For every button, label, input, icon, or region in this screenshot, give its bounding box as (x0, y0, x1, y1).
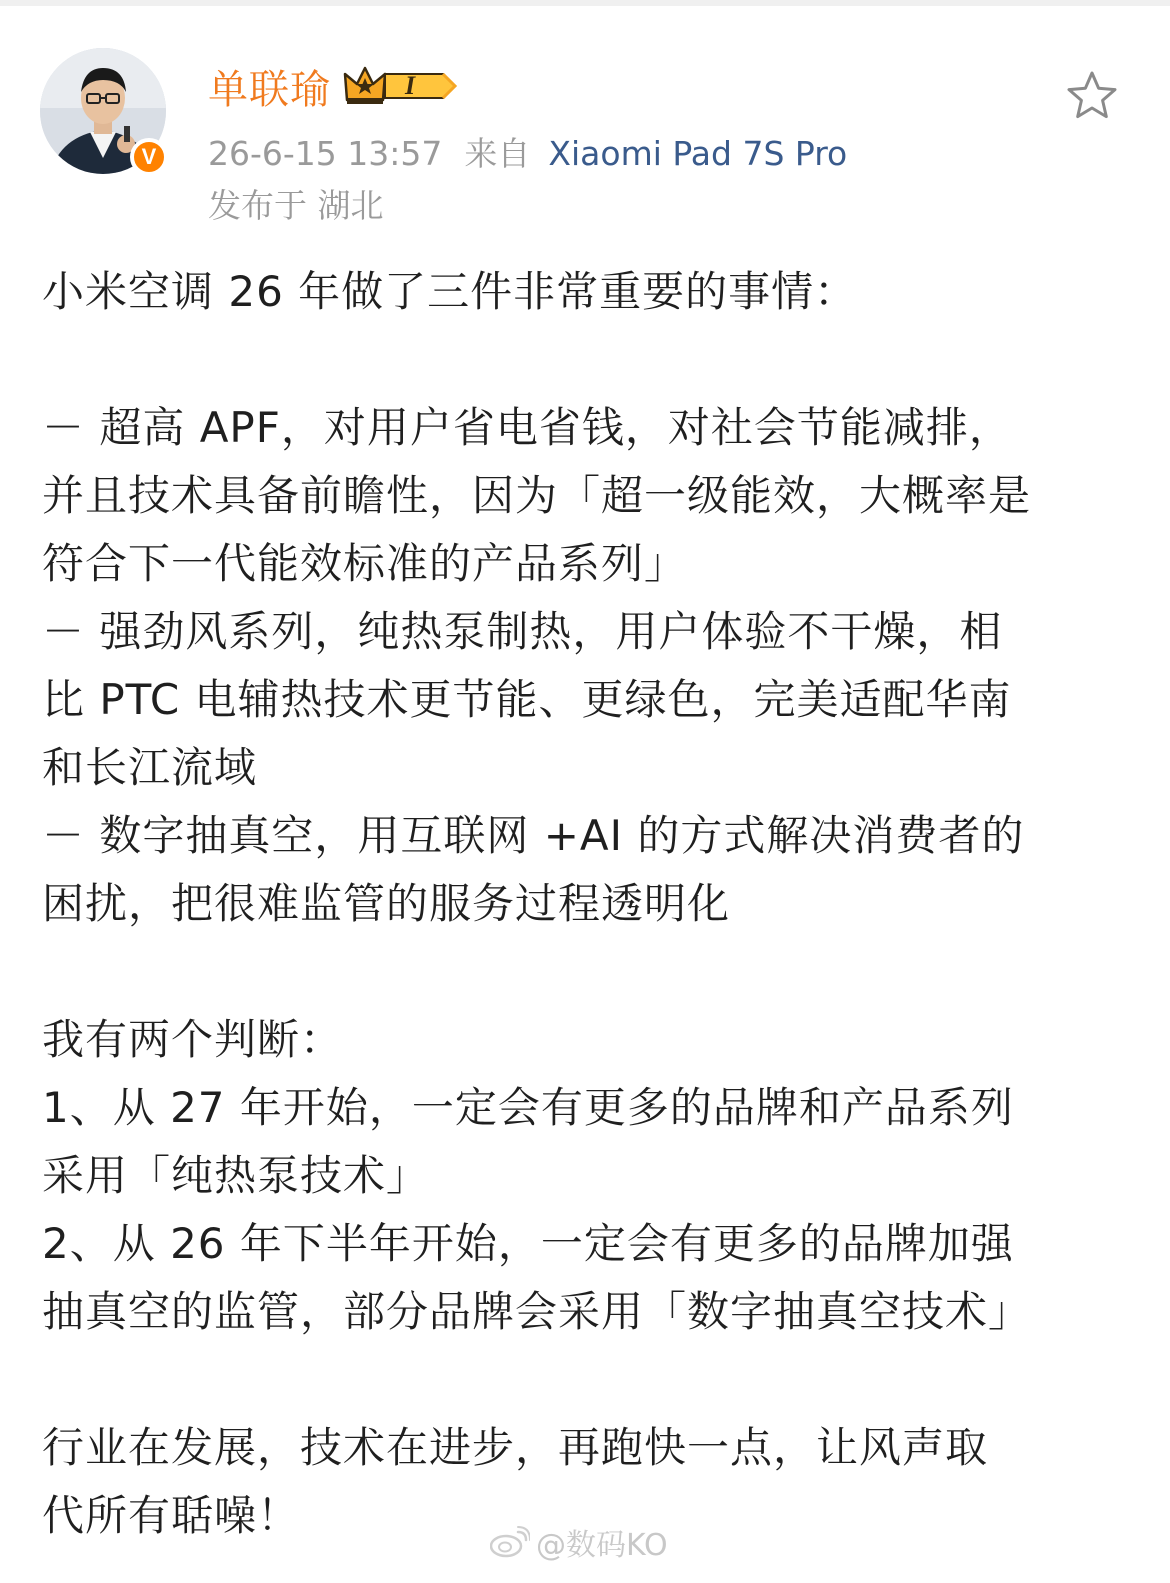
verified-badge-icon: V (130, 138, 168, 176)
post-line: 代所有聒噪！ (42, 1491, 301, 1540)
watermark-text: @数码KO (536, 1528, 668, 1563)
username[interactable]: 单联瑜 (208, 66, 331, 113)
post-line: － 数字抽真空，用互联网 +AI 的方式解决消费者的 (42, 811, 1025, 860)
post-line: 1、从 27 年开始，一定会有更多的品牌和产品系列 (42, 1083, 1014, 1132)
post-header (40, 48, 1130, 228)
post-line: 比 PTC 电辅热技术更节能、更绿色，完美适配华南 (42, 675, 1012, 724)
post-meta (208, 128, 847, 175)
post-line: 符合下一代能效标准的产品系列」 (42, 539, 688, 588)
post-line: 和长江流域 (42, 743, 258, 792)
post-line: － 强劲风系列，纯热泵制热，用户体验不干燥，相 (42, 607, 1003, 656)
post-line: 抽真空的监管，部分品牌会采用「数字抽真空技术」 (42, 1287, 1032, 1336)
source-device-link[interactable]: Xiaomi Pad 7S Pro (548, 134, 848, 173)
post-line: 我有两个判断： (42, 1015, 344, 1064)
post-timestamp: 26-6-15 13:57 (208, 134, 443, 173)
post-line: 困扰，把很难监管的服务过程透明化 (42, 879, 731, 928)
paragraph-gap (42, 938, 1132, 1006)
avatar[interactable] (40, 48, 166, 174)
weibo-logo-icon (490, 1526, 530, 1558)
paragraph-gap (42, 326, 1132, 394)
post-line: 并且技术具备前瞻性，因为「超一级能效，大概率是 (42, 471, 1032, 520)
crown-member-icon[interactable] (343, 64, 471, 108)
top-divider (0, 0, 1170, 6)
post-location: 发布于 湖北 (208, 186, 384, 225)
source-label: 来自 (464, 134, 531, 173)
watermark (490, 1520, 668, 1564)
star-outline-icon (1064, 68, 1120, 124)
post-line: 小米空调 26 年做了三件非常重要的事情： (42, 267, 858, 316)
post-line: 2、从 26 年下半年开始，一定会有更多的品牌加强 (42, 1219, 1014, 1268)
post-line: 采用「纯热泵技术」 (42, 1151, 430, 1200)
favorite-button[interactable] (1064, 68, 1120, 124)
post-content (42, 258, 1132, 1550)
username-row (208, 60, 471, 112)
post-line: － 超高 APF，对用户省电省钱，对社会节能减排， (42, 403, 1012, 452)
paragraph-gap (42, 1346, 1132, 1414)
member-level-label: I (405, 71, 416, 100)
post-line: 行业在发展，技术在进步，再跑快一点，让风声取 (42, 1423, 989, 1472)
